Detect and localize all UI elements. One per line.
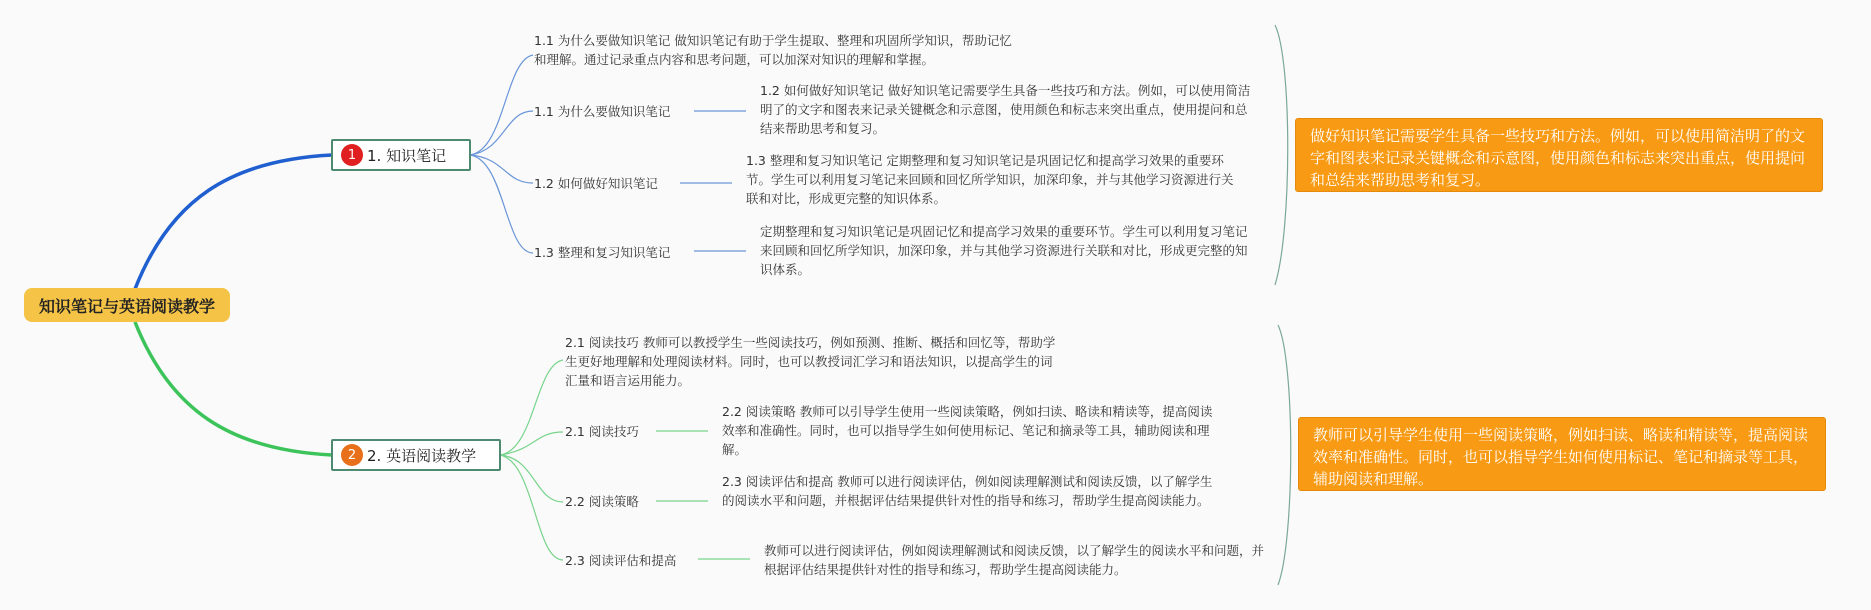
summary-note-knowledge-notes[interactable]: 做好知识笔记需要学生具备一些技巧和方法。例如，可以使用简洁明了的文字和图表来记录关键概念和示意图，使用颜色和标志来突出重点，使用提问和总结来帮助思考和复习。	[1295, 118, 1823, 192]
detail-how-take-notes[interactable]: 1.2 如何做好知识笔记 做好知识笔记需要学生具备一些技巧和方法。例如，可以使用简洁明了的文字和图表来记录关键概念和示意图，使用颜色和标志来突出重点，使用提问和总结来帮助思考和复习。	[760, 83, 1251, 136]
topic-reading-assessment[interactable]: 2.3 阅读评估和提高	[565, 553, 677, 568]
detail-organize-review-notes[interactable]: 1.3 整理和复习知识笔记 定期整理和复习知识笔记是巩固记忆和提高学习效果的重要环节。学生可以利用复习笔记来回顾和回忆所学知识，加深印象，并与其他学习资源进行关联和对比，形成更完整的知识体系。	[746, 153, 1234, 206]
detail-review-benefits[interactable]: 定期整理和复习知识笔记是巩固记忆和提高学习效果的重要环节。学生可以利用复习笔记来回顾和回忆所学知识，加深印象，并与其他学习资源进行关联和对比，形成更完整的知识体系。	[760, 224, 1248, 277]
branch-label: 1. 知识笔记	[367, 146, 447, 165]
topic-reading-strategies[interactable]: 2.2 阅读策略	[565, 494, 639, 509]
topic-why-take-notes[interactable]: 1.1 为什么要做知识笔记	[534, 104, 671, 119]
topic-reading-skills[interactable]: 2.1 阅读技巧	[565, 424, 639, 439]
detail-reading-skills[interactable]: 2.1 阅读技巧 教师可以教授学生一些阅读技巧，例如预测、推断、概括和回忆等，帮助学生更好地理解和处理阅读材料。同时，也可以教授词汇学习和语法知识，以提高学生的词汇量和语言运用能力。	[565, 335, 1056, 388]
summary-note-english-reading[interactable]: 教师可以引导学生使用一些阅读策略，例如扫读、略读和精读等，提高阅读效率和准确性。同时，也可以指导学生如何使用标记、笔记和摘录等工具，辅助阅读和理解。	[1298, 417, 1826, 491]
detail-reading-strategies[interactable]: 2.2 阅读策略 教师可以引导学生使用一些阅读策略，例如扫读、略读和精读等，提高阅读效率和准确性。同时，也可以指导学生如何使用标记、笔记和摘录等工具，辅助阅读和理解。	[722, 404, 1213, 457]
root-topic[interactable]	[24, 288, 230, 322]
detail-assessment-benefits[interactable]: 教师可以进行阅读评估，例如阅读理解测试和阅读反馈，以了解学生的阅读水平和问题，并根据评估结果提供针对性的指导和练习，帮助学生提高阅读能力。	[764, 543, 1265, 577]
detail-why-take-notes[interactable]: 1.1 为什么要做知识笔记 做知识笔记有助于学生提取、整理和巩固所学知识，帮助记忆和理解。通过记录重点内容和思考问题，可以加深对知识的理解和掌握。	[534, 33, 1012, 67]
priority-1-icon: 1	[341, 144, 363, 166]
detail-reading-assessment[interactable]: 2.3 阅读评估和提高 教师可以进行阅读评估，例如阅读理解测试和阅读反馈，以了解学生的阅读水平和问题，并根据评估结果提供针对性的指导和练习，帮助学生提高阅读能力。	[722, 474, 1213, 508]
topic-how-take-notes[interactable]: 1.2 如何做好知识笔记	[534, 176, 658, 191]
root-topic-label: 知识笔记与英语阅读教学	[38, 296, 215, 316]
topic-organize-review-notes[interactable]: 1.3 整理和复习知识笔记	[534, 245, 671, 260]
priority-2-icon: 2	[341, 444, 363, 466]
branch-label: 2. 英语阅读教学	[367, 446, 477, 465]
branch-english-reading[interactable]	[331, 439, 501, 471]
branch-knowledge-notes[interactable]	[331, 139, 471, 171]
